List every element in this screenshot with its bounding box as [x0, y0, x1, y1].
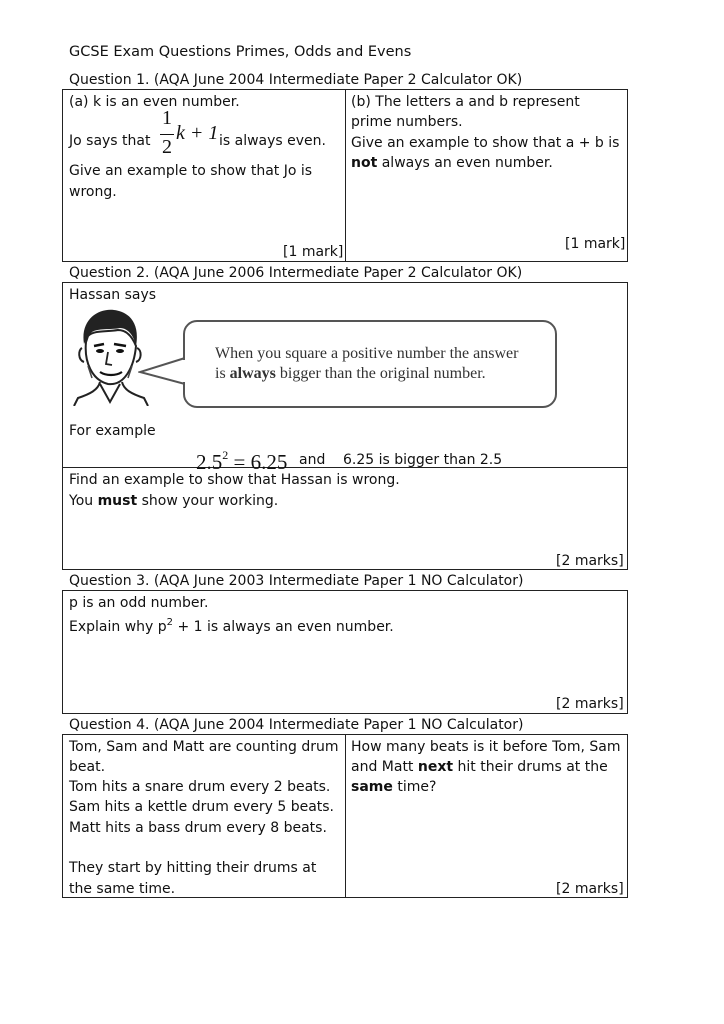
q4-right-line2-post: hit their drums at the	[453, 759, 608, 775]
q2-find-line: Find an example to show that Hassan is wrong.	[69, 472, 400, 488]
question-2-header: Question 2. (AQA June 2006 Intermediate Paper 2 Calculator OK)	[69, 265, 523, 281]
q1b-line2: prime numbers.	[351, 114, 463, 130]
bubble-always-bold: always	[229, 365, 276, 382]
q1a-line1: (a) k is an even number.	[69, 94, 240, 110]
q4-next-bold: next	[417, 759, 454, 775]
q1a-jo-says: Jo says that	[69, 133, 151, 149]
page-title: GCSE Exam Questions Primes, Odds and Evens	[69, 44, 412, 60]
q4-mark: [2 marks]	[556, 881, 624, 897]
q3-line2-sup: 2	[166, 617, 174, 628]
q2-working-rest: show your working.	[137, 493, 279, 509]
q1b-line4	[351, 153, 553, 173]
q3-mark: [2 marks]	[556, 696, 624, 712]
q1a-expression: k + 1	[176, 122, 219, 144]
q4-right-line3-post: time?	[392, 779, 437, 795]
q4-right-line1: How many beats is it before Tom, Sam	[351, 739, 621, 755]
speech-bubble-text	[215, 344, 518, 384]
q1b-line4-rest: always an even number.	[377, 155, 553, 171]
q3-line2	[69, 613, 394, 637]
bubble-line2-post: bigger than the original number.	[275, 365, 486, 382]
q4-left-line5: Matt hits a bass drum every 8 beats.	[69, 820, 327, 836]
q1a-mark: [1 mark]	[283, 244, 344, 260]
q4-same-bold: same	[351, 779, 393, 795]
q2-working-line	[69, 491, 278, 511]
question-1-header: Question 1. (AQA June 2004 Intermediate Paper 2 Calculator OK)	[69, 72, 523, 88]
q2-you: You	[69, 493, 98, 509]
question-4-header: Question 4. (AQA June 2004 Intermediate Paper 1 NO Calculator)	[69, 717, 524, 733]
q1a-fraction-numerator: 1	[162, 107, 172, 129]
q3-line2-post: + 1 is always an even number.	[173, 619, 394, 635]
q1b-not-bold: not	[351, 155, 378, 171]
q4-right-line3	[351, 777, 436, 797]
q2-hassan-says: Hassan says	[69, 287, 157, 303]
q2-eq-base: 2.5	[196, 450, 223, 474]
question-4-divider	[345, 734, 346, 898]
q1a-line4: wrong.	[69, 184, 117, 200]
q2-eq-exponent: 2	[222, 448, 229, 462]
bubble-seam-cover	[182, 360, 186, 382]
q4-left-line4: Sam hits a kettle drum every 5 beats.	[69, 799, 335, 815]
q4-left-line3: Tom hits a snare drum every 2 beats.	[69, 779, 331, 795]
q1b-line1: (b) The letters a and b represent	[351, 94, 580, 110]
question-1-divider	[345, 89, 346, 262]
q3-line2-pre: Explain why p	[69, 619, 167, 635]
q2-eq-compare: 6.25 is bigger than 2.5	[343, 452, 503, 468]
q4-right-line2	[351, 757, 608, 777]
q2-eq-and: and	[299, 452, 326, 468]
bubble-line1: When you square a positive number the answer	[215, 345, 519, 362]
bubble-line2	[215, 364, 518, 384]
speech-bubble-tail	[138, 354, 188, 390]
q1b-line3: Give an example to show that a + b is	[351, 135, 620, 151]
q2-must-bold: must	[97, 493, 138, 509]
question-3-header: Question 3. (AQA June 2003 Intermediate Paper 1 NO Calculator)	[69, 573, 524, 589]
speech-bubble	[183, 320, 557, 408]
bubble-line2-pre: is	[215, 365, 230, 382]
q1a-fraction-denominator: 2	[162, 136, 172, 158]
q1a-fraction-bar	[160, 134, 174, 135]
q2-for-example: For example	[69, 423, 156, 439]
q1a-line3: Give an example to show that Jo is	[69, 163, 313, 179]
q4-left-line2: beat.	[69, 759, 106, 775]
q1b-mark: [1 mark]	[565, 236, 626, 252]
q4-left-line7: the same time.	[69, 881, 176, 897]
q4-left-line1: Tom, Sam and Matt are counting drum	[69, 739, 339, 755]
q3-line1: p is an odd number.	[69, 595, 209, 611]
q1a-always-even: is always even.	[219, 133, 326, 149]
q4-left-line6: They start by hitting their drums at	[69, 860, 317, 876]
q2-eq-rest: = 6.25	[233, 450, 288, 474]
q2-mark: [2 marks]	[556, 553, 624, 569]
q4-right-line2-pre: and Matt	[351, 759, 418, 775]
